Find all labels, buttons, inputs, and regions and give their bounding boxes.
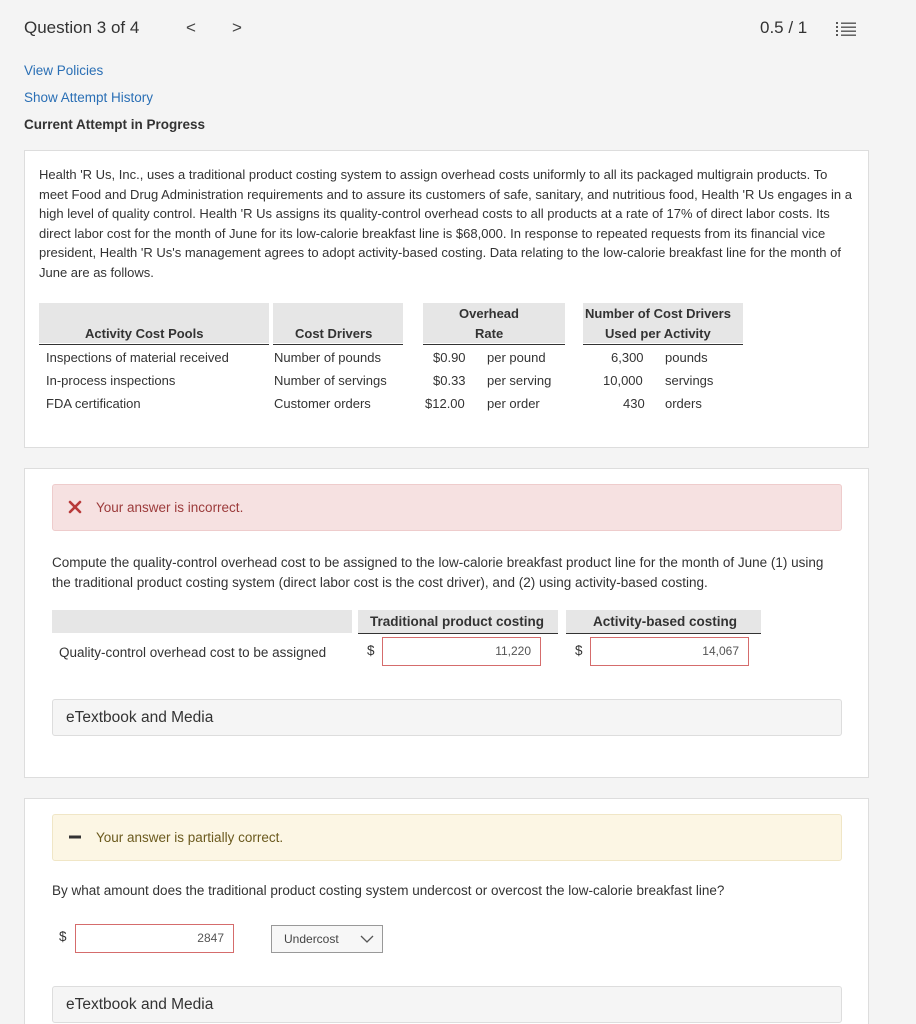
problem-card [24,150,869,448]
partially-correct-message: Your answer is partially correct. [96,830,284,845]
score-display: 0.5 / 1 [760,18,808,37]
select-value: Undercost [284,932,339,946]
incorrect-alert [52,484,842,531]
next-question-button[interactable]: > [232,18,242,37]
row3-qty: 430 [623,396,645,411]
row3-rate-unit: per order [487,396,540,411]
question-list-icon[interactable] [836,21,856,37]
etextbook-media-button-2[interactable]: eTextbook and Media [52,986,842,1023]
abc-dollar-sign: $ [575,643,583,658]
problem-text: Health 'R Us, Inc., uses a traditional product costing system to assign overhead costs uniformly to all its packaged multigrain products. To meet Food and Drug Administration requirements and to assure its customers of safe, sanitary, and nutritious food, Health 'R Us engages in a high level of quality control. Health 'R Us assigns its quality-control overhead costs to all products at a rate of 17% of direct labor costs. Its direct labor cost for the month of June for its low-calorie breakfast line is $68,000. In response to repeated requests from its financial vice president, Health 'R Us's management agrees to adopt activity-based costing. Data relating to the low-calorie breakfast line for the month of June are as follows. [39,167,852,280]
row1-qty: 6,300 [611,350,644,365]
col-activity-based-costing: Activity-based costing [593,614,738,629]
top-bar [0,0,916,60]
row3-qty-unit: orders [665,396,702,411]
undercost-amount-input[interactable]: 2847 [75,924,234,953]
current-attempt-label: Current Attempt in Progress [24,117,206,132]
row2-rate: $0.33 [433,373,466,388]
row2-pool: In-process inspections [46,373,176,388]
show-attempt-history-link[interactable]: Show Attempt History [24,90,154,105]
view-policies-link[interactable]: View Policies [24,63,104,78]
x-mark-icon [67,499,83,515]
header-used-per-activity: Used per Activity [605,326,711,341]
row1-rate: $0.90 [433,350,466,365]
question-counter: Question 3 of 4 [24,18,140,37]
previous-question-button[interactable]: < [186,18,196,37]
incorrect-message: Your answer is incorrect. [96,500,244,515]
chevron-down-icon [360,935,374,944]
row1-rate-unit: per pound [487,350,546,365]
row1-pool: Inspections of material received [46,350,229,365]
header-number-of-cost-drivers: Number of Cost Drivers [585,306,731,321]
header-cost-drivers: Cost Drivers [295,326,373,341]
header-activity-cost-pools: Activity Cost Pools [85,326,204,341]
part1-answer-grid [52,610,842,670]
part2-question: By what amount does the traditional product costing system undercost or overcost the low-calorie breakfast line? [52,883,725,898]
etextbook-media-button[interactable]: eTextbook and Media [52,699,842,736]
traditional-dollar-sign: $ [367,643,375,658]
part2-card [24,798,869,1024]
row2-qty: 10,000 [603,373,643,388]
header-overhead: Overhead [459,306,519,321]
overhead-cost-row-label: Quality-control overhead cost to be assigned [59,645,327,660]
undercost-overcost-select[interactable] [271,925,383,953]
partially-correct-alert [52,814,842,861]
row3-rate: $12.00 [425,396,465,411]
row2-rate-unit: per serving [487,373,552,388]
abc-cost-input[interactable]: 14,067 [590,637,749,666]
row2-driver: Number of servings [274,373,387,388]
amount-dollar-sign: $ [59,929,67,944]
row2-qty-unit: servings [665,373,714,388]
row3-driver: Customer orders [274,396,371,411]
attempt-links [24,62,205,134]
row1-driver: Number of pounds [274,350,381,365]
header-rate: Rate [475,326,504,341]
row1-qty-unit: pounds [665,350,708,365]
part1-question: Compute the quality-control overhead cost to be assigned to the low-calorie breakfast product line for the month of June (1) using the traditional product costing system (direct labor cost is the cost driver), and (2) using activity-based costing. [52,555,824,590]
col-traditional-costing: Traditional product costing [370,614,545,629]
dash-icon [67,829,83,845]
traditional-cost-input[interactable]: 11,220 [382,637,541,666]
part1-card [24,468,869,778]
row3-pool: FDA certification [46,396,141,411]
